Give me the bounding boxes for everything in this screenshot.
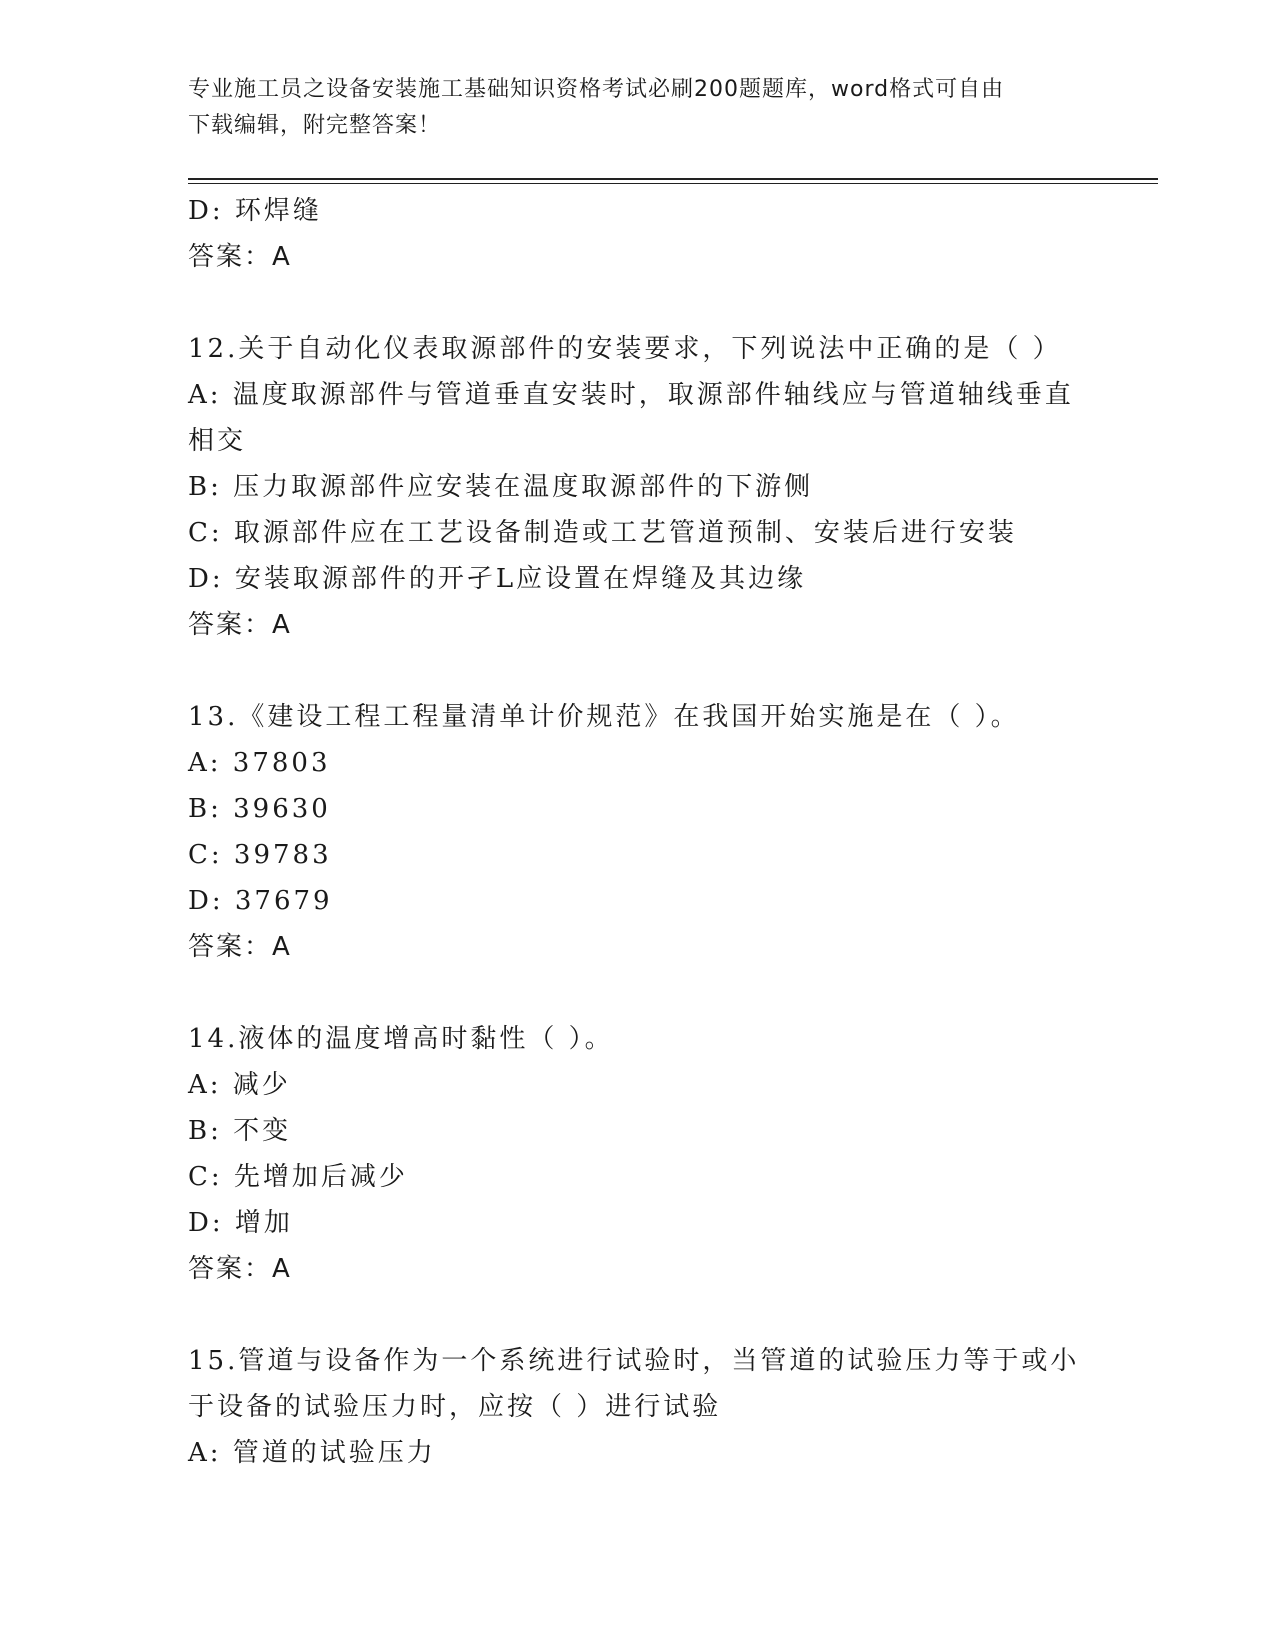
question-12	[188, 326, 1088, 648]
q14-option-b: B: 不变	[188, 1116, 292, 1146]
q12-option-b: B: 压力取源部件应安装在温度取源部件的下游侧	[188, 472, 814, 502]
q12-option-d: D: 安装取源部件的开孑L应设置在焊缝及其边缘	[188, 564, 807, 594]
q13-option-a: A: 37803	[188, 748, 331, 778]
q13-stem: 13.《建设工程工程量清单计价规范》在我国开始实施是在（ ）。	[188, 702, 1020, 732]
q13-option-d: D: 37679	[188, 886, 333, 916]
q12-answer: 答案：A	[188, 610, 292, 640]
spacer	[188, 648, 1088, 694]
q12-option-c: C: 取源部件应在工艺设备制造或工艺管道预制、安装后进行安装	[188, 518, 1017, 548]
header-rule-thin	[188, 183, 1158, 184]
document-header	[188, 72, 1088, 144]
q12-option-a-cont: 相交	[188, 426, 247, 456]
header-line-1: 专业施工员之设备安装施工基础知识资格考试必刷200题题库，word格式可自由	[188, 77, 1005, 102]
spacer	[188, 970, 1088, 1016]
question-15	[188, 1338, 1088, 1476]
q15-stem-cont: 于设备的试验压力时，应按（ ）进行试验	[188, 1392, 722, 1422]
q13-option-b: B: 39630	[188, 794, 331, 824]
q15-option-a: A: 管道的试验压力	[188, 1438, 436, 1468]
q14-option-c: C: 先增加后减少	[188, 1162, 408, 1192]
q14-option-d: D: 增加	[188, 1208, 293, 1238]
question-content	[188, 188, 1088, 1476]
q14-stem: 14.液体的温度增高时黏性（ ）。	[188, 1024, 614, 1054]
spacer	[188, 1292, 1088, 1338]
q14-option-a: A: 减少	[188, 1070, 291, 1100]
q11-option-d: D: 环焊缝	[188, 196, 322, 226]
q13-answer: 答案：A	[188, 932, 292, 962]
q11-answer: 答案：A	[188, 242, 292, 272]
q12-option-a: A: 温度取源部件与管道垂直安装时，取源部件轴线应与管道轴线垂直	[188, 380, 1074, 410]
spacer	[188, 280, 1088, 326]
q13-option-c: C: 39783	[188, 840, 332, 870]
question-13	[188, 694, 1088, 970]
q15-stem: 15.管道与设备作为一个系统进行试验时，当管道的试验压力等于或小	[188, 1346, 1080, 1376]
question-14	[188, 1016, 1088, 1292]
q12-stem: 12.关于自动化仪表取源部件的安装要求，下列说法中正确的是（ ）	[188, 334, 1062, 364]
header-rule-thick	[188, 178, 1158, 180]
header-line-2: 下载编辑，附完整答案！	[188, 113, 442, 138]
q14-answer: 答案：A	[188, 1254, 292, 1284]
